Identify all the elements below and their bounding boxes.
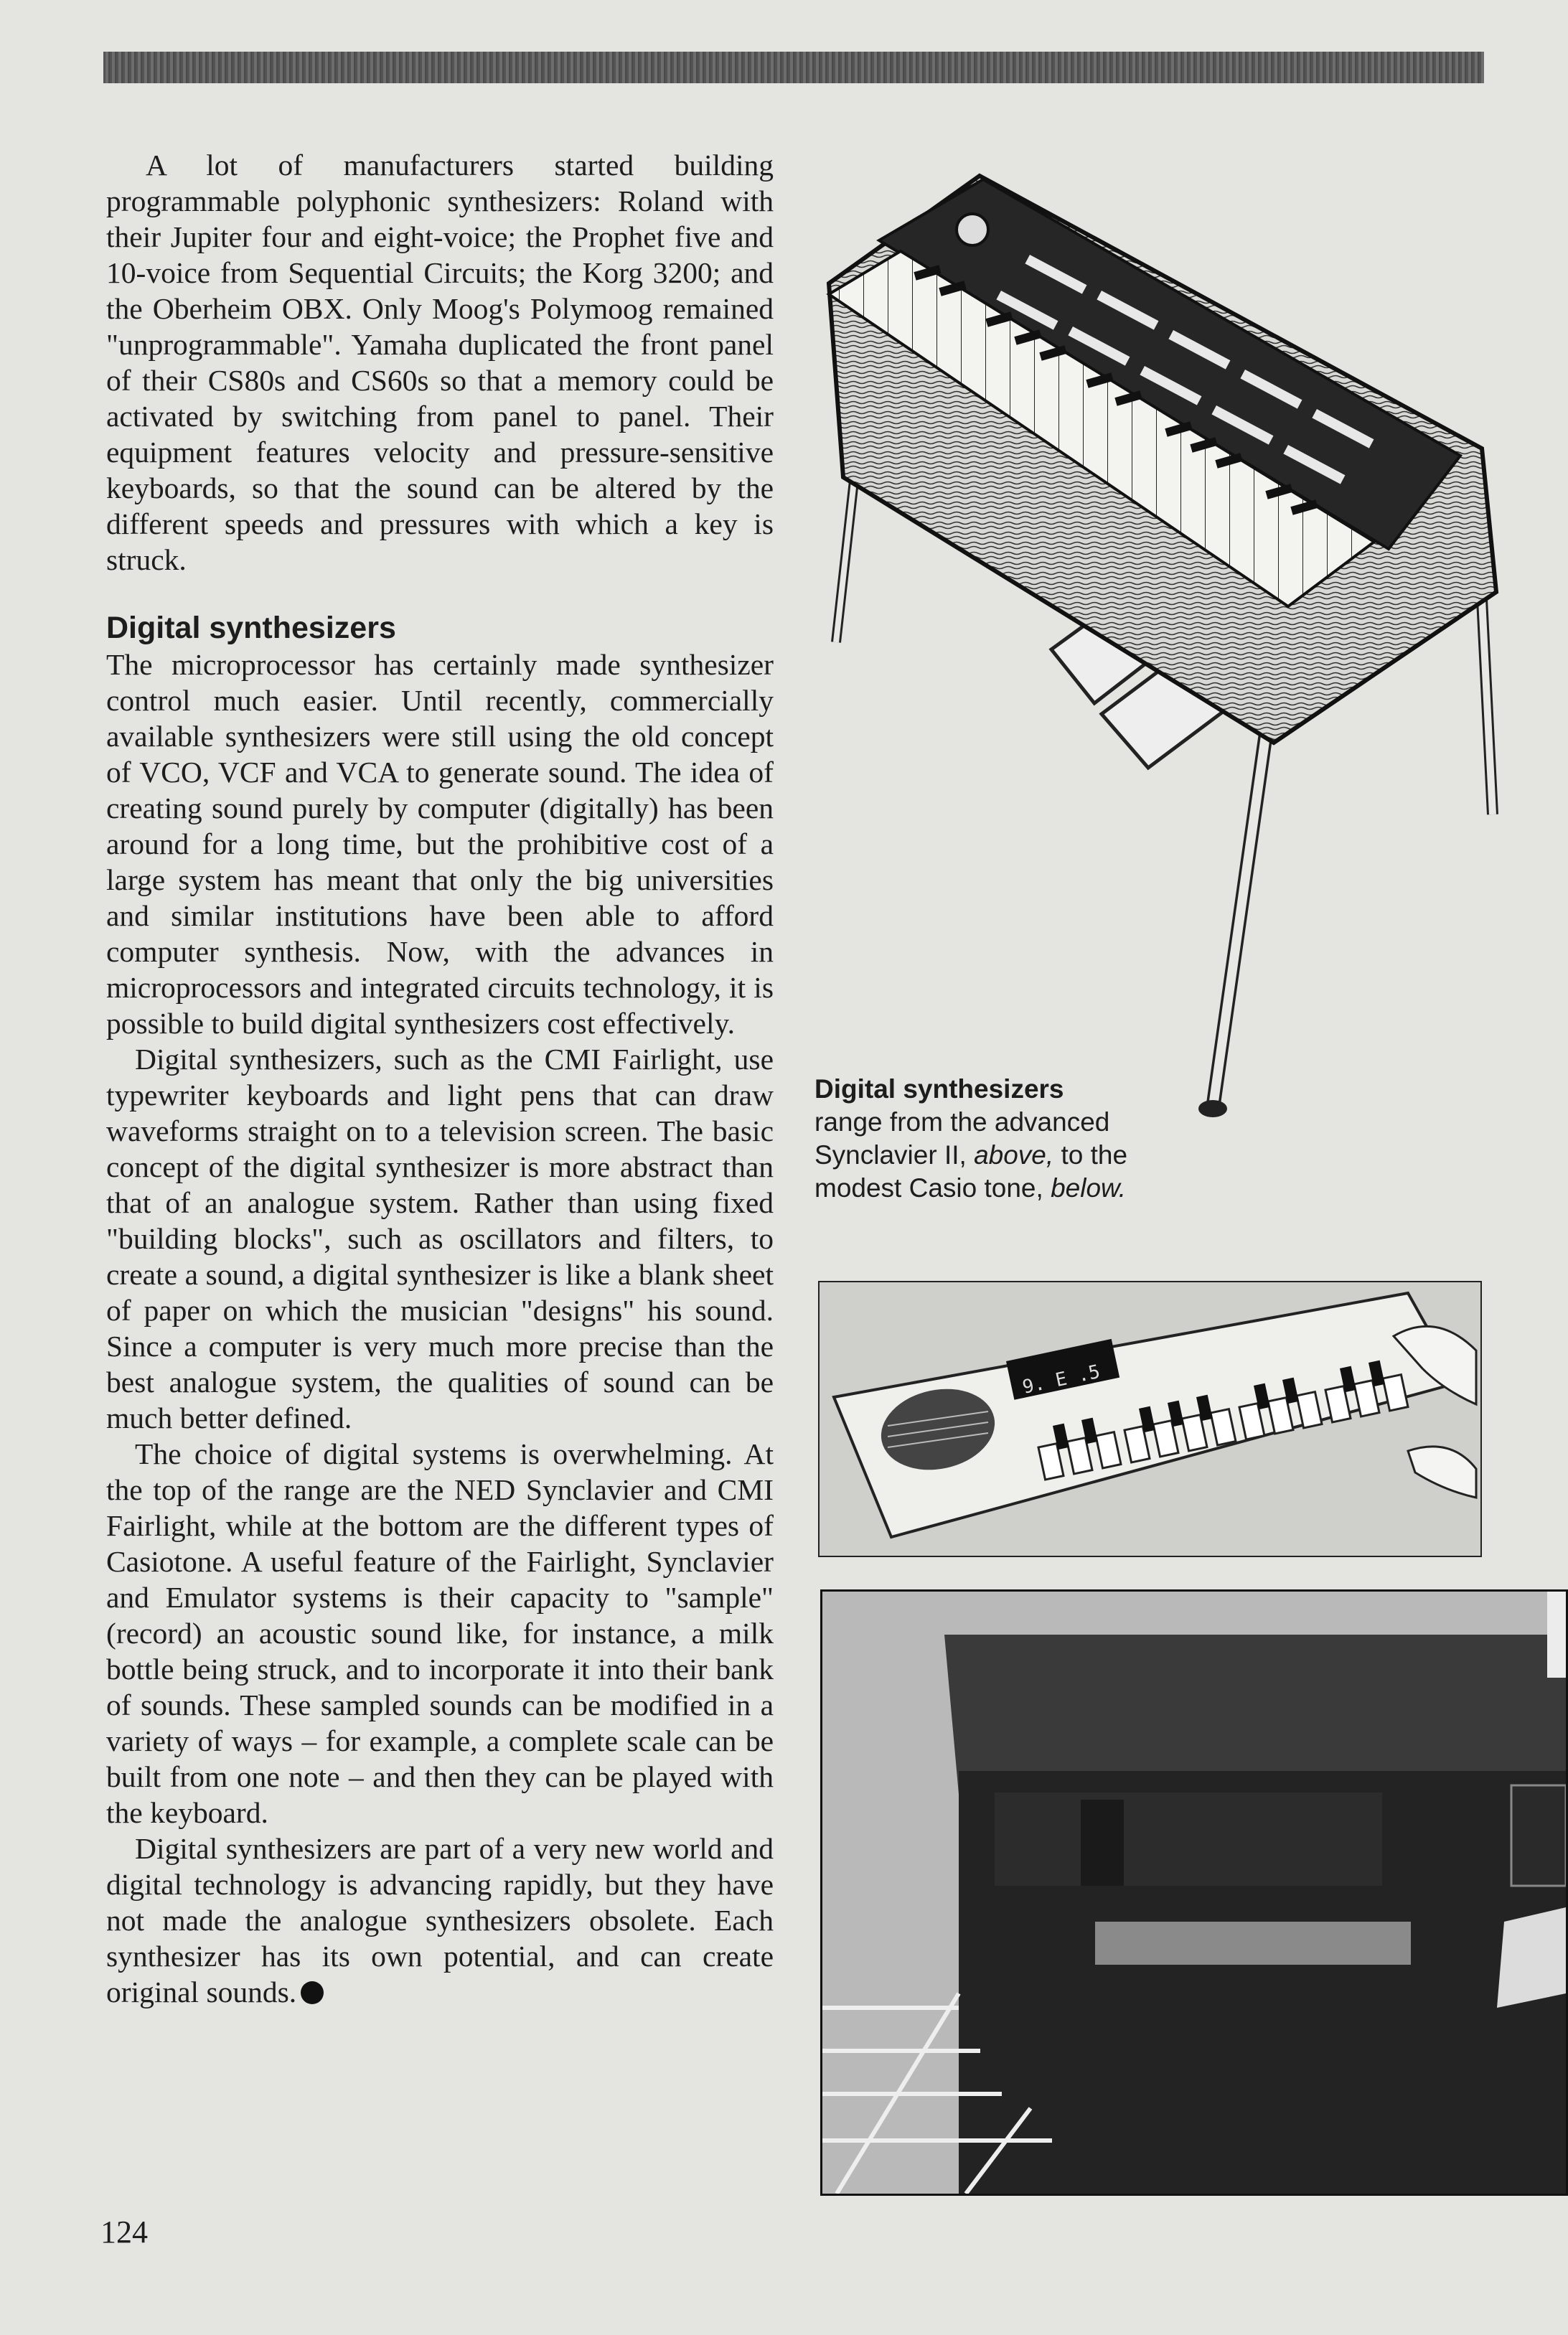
body-paragraph-3: The choice of digital systems is overwhelming. At the top of the range are the NED Synclavier and CMI Fairlight, while at the bottom are the different types of Casiotone. A useful feature of the Fairlight, Synclavier and Emulator systems is their capacity to "sample" (record) an acoustic sound like, for instance, a milk bottle being struck, and to incorporate it into their bank of sounds. These sampled sounds can be modified in a variety of ways – for example, a complete scale can be built from one note – and then they can be played with the keyboard.	[106, 1437, 774, 1829]
body-paragraph-2: Digital synthesizers, such as the CMI Fairlight, use typewriter keyboards and light pens that can draw waveforms straight on to a television screen. The basic concept of the digital synthesizer is more abstract than that of an analogue system. Rather than using fixed "building blocks", such as oscillators and filters, to create a sound, a digital synthesizer is like a blank sheet of paper on which the musician "designs" his sound. Since a computer is very much more precise than the best analogue system, the qualities of sound can be much better defined.	[106, 1043, 774, 1434]
caption-text-1: range from the advanced Synclavier II,	[814, 1107, 1110, 1170]
synclavier-illustration	[814, 169, 1500, 1123]
caption-em-1: above,	[974, 1140, 1054, 1170]
body-paragraph-4-text: Digital synthesizers are part of a very new world and digital technology is advancing rapidly, but they have not made the analogue synthesizers obsolete. Each synthesizer has its own potential, and can create original sounds.	[106, 1832, 774, 2009]
section-heading: Digital synthesizers	[106, 611, 396, 645]
caption-title: Digital synthesizers	[814, 1074, 1064, 1104]
figure-caption	[814, 1073, 1188, 1205]
body-paragraph-1: The microprocessor has certainly made synthesizer control much easier. Until recently, commercially available synthesizers were still using the old concept of VCO, VCF and VCA to generate sound. The idea of creating sound purely by computer (digitally) has been around for a long time, but the prohibitive cost of a large system has meant that only the big universities and similar institutions have been able to afford computer synthesis. Now, with the advances in microprocessors and integrated circuits technology, it is possible to build digital synthesizers cost effectively.	[106, 648, 774, 1040]
article-body	[106, 147, 774, 2010]
caption-em-2: below.	[1051, 1173, 1126, 1203]
intro-paragraph: A lot of manufacturers started building programmable polyphonic synthesizers: Roland with their Jupiter four and eight-voice; the Prophet five and 10-voice from Sequential Circuits; the Korg 3200; and the Oberheim OBX. Only Moog's Polymoog remained "unprogrammable". Yamaha duplicated the front panel of their CS80s and CS60s so that a memory could be activated by switching from panel to panel. Their equipment features velocity and pressure-sensitive keyboards, so that the sound can be altered by the different speeds and pressures with which a key is struck.	[106, 149, 774, 576]
caption-text-2: to the modest Casio tone,	[814, 1140, 1128, 1203]
body-paragraph-4	[106, 1831, 774, 2010]
end-bullet-icon	[301, 1981, 324, 2004]
casio-display-text: 9. E .5	[1020, 1361, 1102, 1399]
casio-illustration	[818, 1281, 1482, 1557]
fairlight-photo	[820, 1589, 1568, 2196]
page-number: 124	[100, 2214, 148, 2250]
header-rule	[103, 52, 1484, 83]
